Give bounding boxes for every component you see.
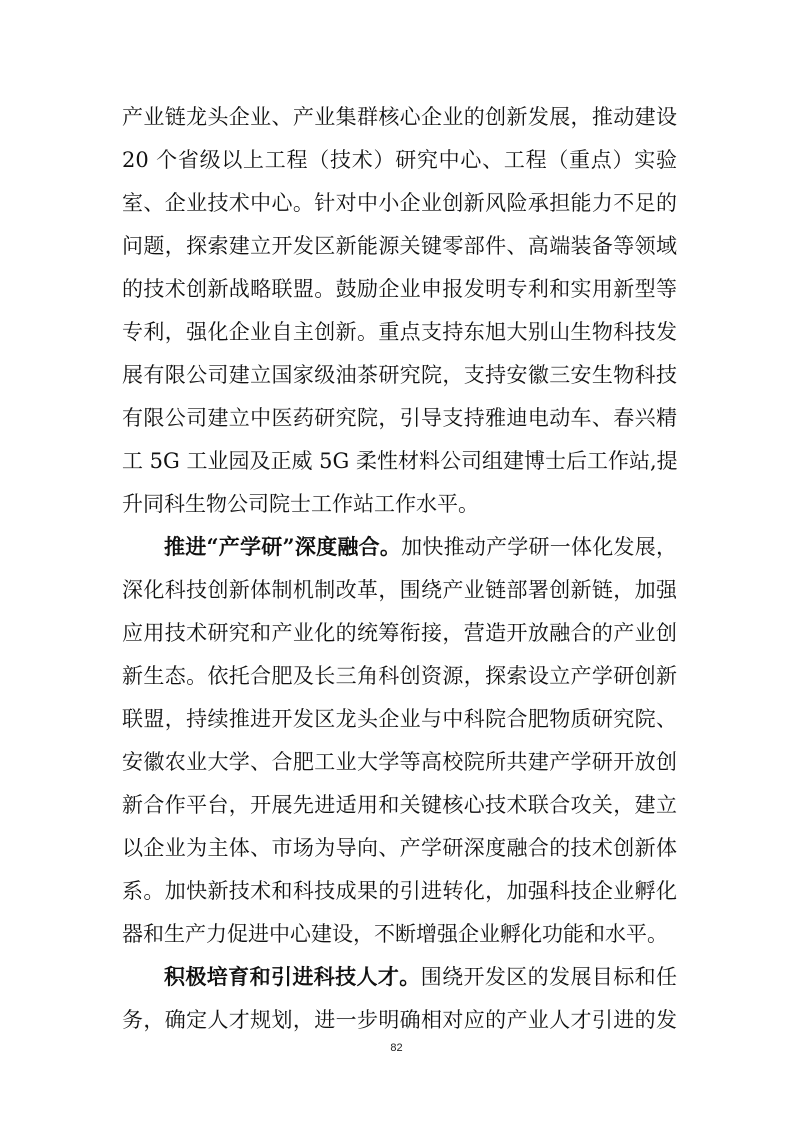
paragraph-line: 20 个省级以上工程（技术）研究中心、工程（重点）实验 xyxy=(122,148,677,172)
paragraph-line: 产业链龙头企业、产业集群核心企业的创新发展，推动建设 xyxy=(122,105,677,129)
paragraph-line: 应用技术研究和产业化的统筹衔接，营造开放融合的产业创 xyxy=(122,621,677,645)
paragraph-line: 安徽农业大学、合肥工业大学等高校院所共建产学研开放创 xyxy=(122,750,677,774)
paragraph-text: 加快推动产学研一体化发展， xyxy=(401,535,677,559)
paragraph-line: 新合作平台，开展先进适用和关键核心技术联合攻关，建立 xyxy=(122,793,677,817)
paragraph-line: 问题，探索建立开发区新能源关键零部件、高端装备等领域 xyxy=(122,234,677,258)
paragraph-line: 联盟，持续推进开发区龙头企业与中科院合肥物质研究院、 xyxy=(122,707,677,731)
paragraph-text: 围绕开发区的发展目标和任 xyxy=(420,965,678,989)
paragraph-first-line xyxy=(164,528,677,566)
paragraph-line: 新生态。依托合肥及长三角科创资源，探索设立产学研创新 xyxy=(122,664,677,688)
paragraph-line: 系。加快新技术和科技成果的引进转化，加强科技企业孵化 xyxy=(122,879,677,903)
paragraph-line: 务，确定人才规划，进一步明确相对应的产业人才引进的发 xyxy=(122,1008,677,1032)
paragraph-line: 以企业为主体、市场为导向、产学研深度融合的技术创新体 xyxy=(122,836,677,860)
paragraph-line: 的技术创新战略联盟。鼓励企业申报发明专利和实用新型等 xyxy=(122,277,677,301)
paragraph-line: 升同科生物公司院士工作站工作水平。 xyxy=(122,492,479,516)
paragraph-line: 有限公司建立中医药研究院，引导支持雅迪电动车、春兴精 xyxy=(122,406,677,430)
paragraph-line: 展有限公司建立国家级油茶研究院，支持安徽三安生物科技 xyxy=(122,363,677,387)
paragraph-line: 工 5G 工业园及正威 5G 柔性材料公司组建博士后工作站,提 xyxy=(122,449,678,473)
paragraph-line: 室、企业技术中心。针对中小企业创新风险承担能力不足的 xyxy=(122,191,677,215)
paragraph-line: 器和生产力促进中心建设，不断增强企业孵化功能和水平。 xyxy=(122,922,668,946)
paragraph-first-line xyxy=(164,958,677,996)
paragraph-line: 深化科技创新体制机制改革，围绕产业链部署创新链，加强 xyxy=(122,578,677,602)
paragraph-line: 专利，强化企业自主创新。重点支持东旭大别山生物科技发 xyxy=(122,320,677,344)
paragraph-heading: 积极培育和引进科技人才。 xyxy=(164,964,421,989)
page-number: 82 xyxy=(390,1042,403,1054)
paragraph-heading: 推进“产学研”深度融合。 xyxy=(164,534,402,559)
